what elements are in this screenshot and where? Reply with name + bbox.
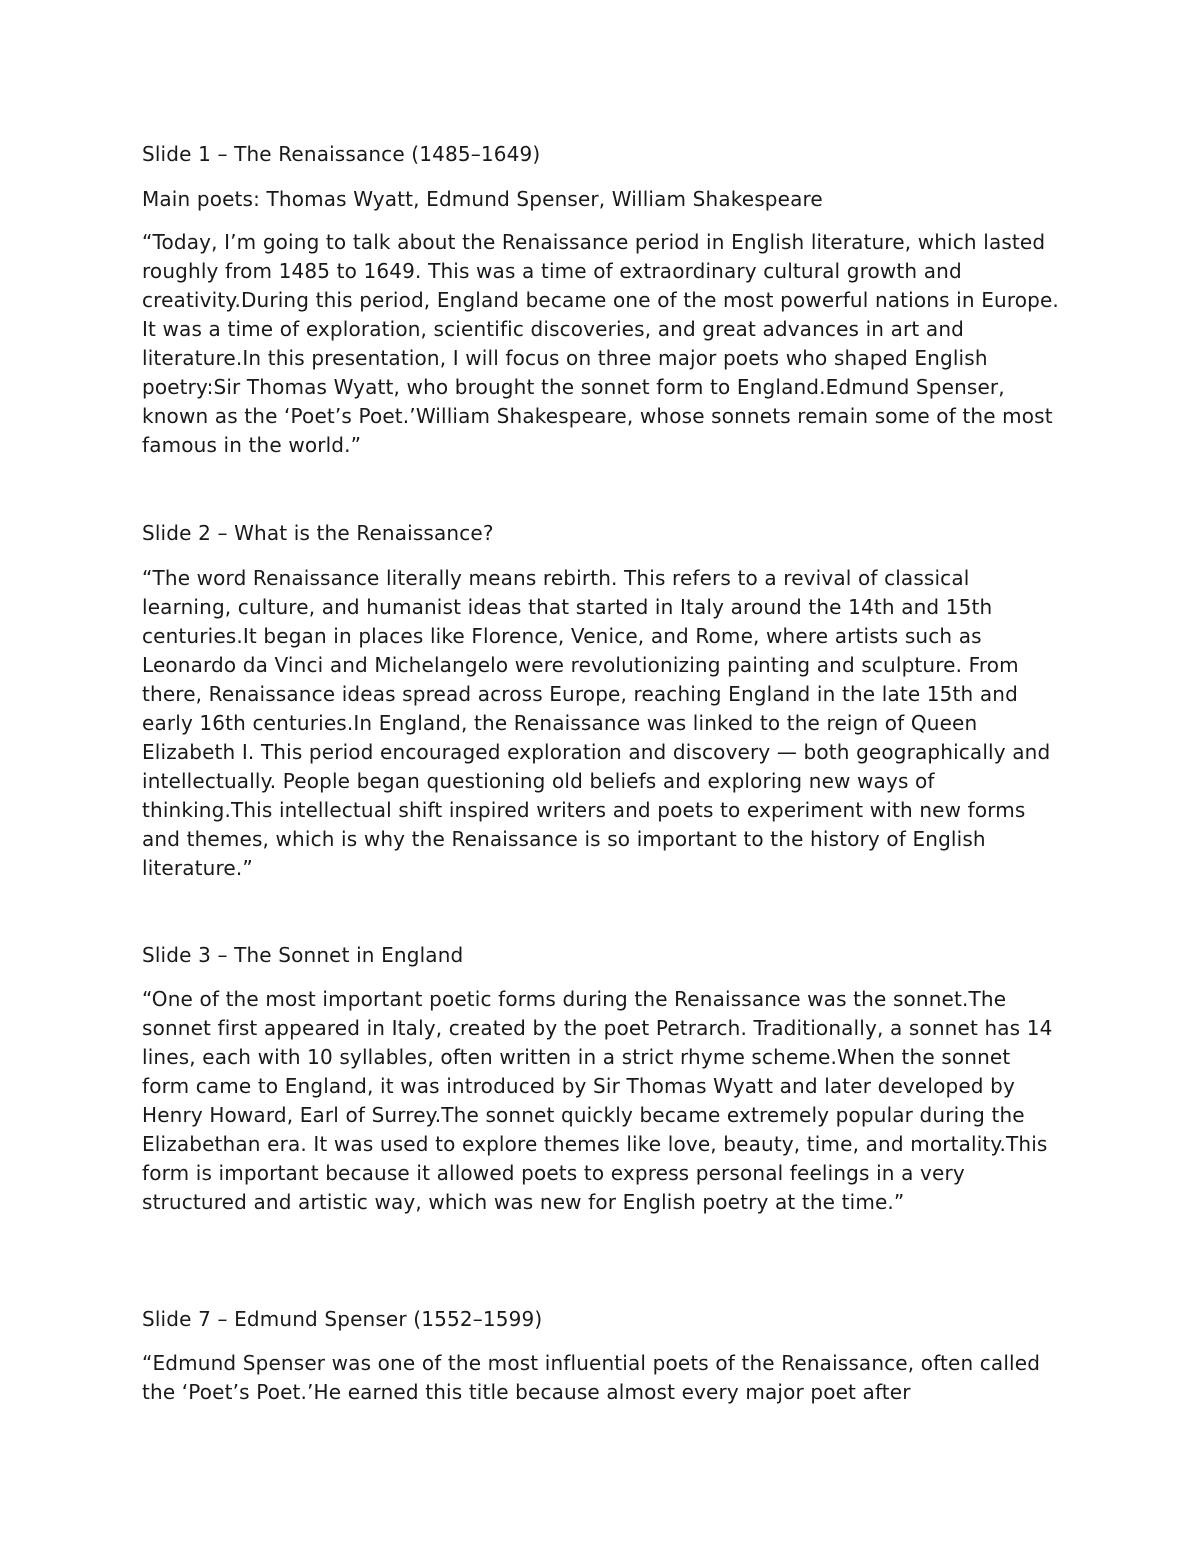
slide2-body: “The word Renaissance literally means rebirth. This refers to a revival of classical learning, culture, and humanist ideas that started in Italy around the 14th and 15th centuries.It began in places like Florence, Venice, and Rome, where artists such as Leonardo da Vinci and Michelangelo were revolutionizing painting and sculpture. From there, Renaissance ideas spread across Europe, reaching England in the late 15th and early 16th centuries.In England, the Renaissance was linked to the reign of Queen Elizabeth I. This period encouraged exploration and discovery — both geographically and intellectually. People began questioning old beliefs and exploring new ways of thinking.This intellectual shift inspired writers and poets to experiment with new forms and themes, which is why the Renaissance is so important to the history of English literature.” <box>142 566 1051 880</box>
slide1-heading: Slide 1 – The Renaissance (1485–1649) <box>142 142 541 166</box>
slide2-heading: Slide 2 – What is the Renaissance? <box>142 521 494 545</box>
slide3-body: “One of the most important poetic forms during the Renaissance was the sonnet.The sonnet first appeared in Italy, created by the poet Petrarch. Traditionally, a sonnet has 14 lines, each with 10 syllables, often written in a strict rhyme scheme.When the sonnet form came to England, it was introduced by Sir Thomas Wyatt and later developed by Henry Howard, Earl of Surrey.The sonnet quickly became extremely popular during the Elizabethan era. It was used to explore themes like love, beauty, time, and mortality.This form is important because it allowed poets to express personal feelings in a very structured and artistic way, which was new for English poetry at the time.” <box>142 987 1053 1214</box>
slide7-body: “Edmund Spenser was one of the most influential poets of the Renaissance, often called the ‘Poet’s Poet.’He earned this title because almost every major poet after <box>142 1351 1041 1404</box>
slide7-heading: Slide 7 – Edmund Spenser (1552–1599) <box>142 1307 543 1331</box>
slide1-body: “Today, I’m going to talk about the Renaissance period in English literature, which lasted roughly from 1485 to 1649. This was a time of extraordinary cultural growth and creativity.During this period, England became one of the most powerful nations in Europe. It was a time of exploration, scientific discoveries, and great advances in art and literature.In this presentation, I will focus on three major poets who shaped English poetry:Sir Thomas Wyatt, who brought the sonnet form to England.Edmund Spenser, known as the ‘Poet’s Poet.’William Shakespeare, whose sonnets remain some of the most famous in the world.” <box>142 230 1059 457</box>
slide3-heading: Slide 3 – The Sonnet in England <box>142 943 464 967</box>
slide1-subheading: Main poets: Thomas Wyatt, Edmund Spenser, William Shakespeare <box>142 187 823 211</box>
